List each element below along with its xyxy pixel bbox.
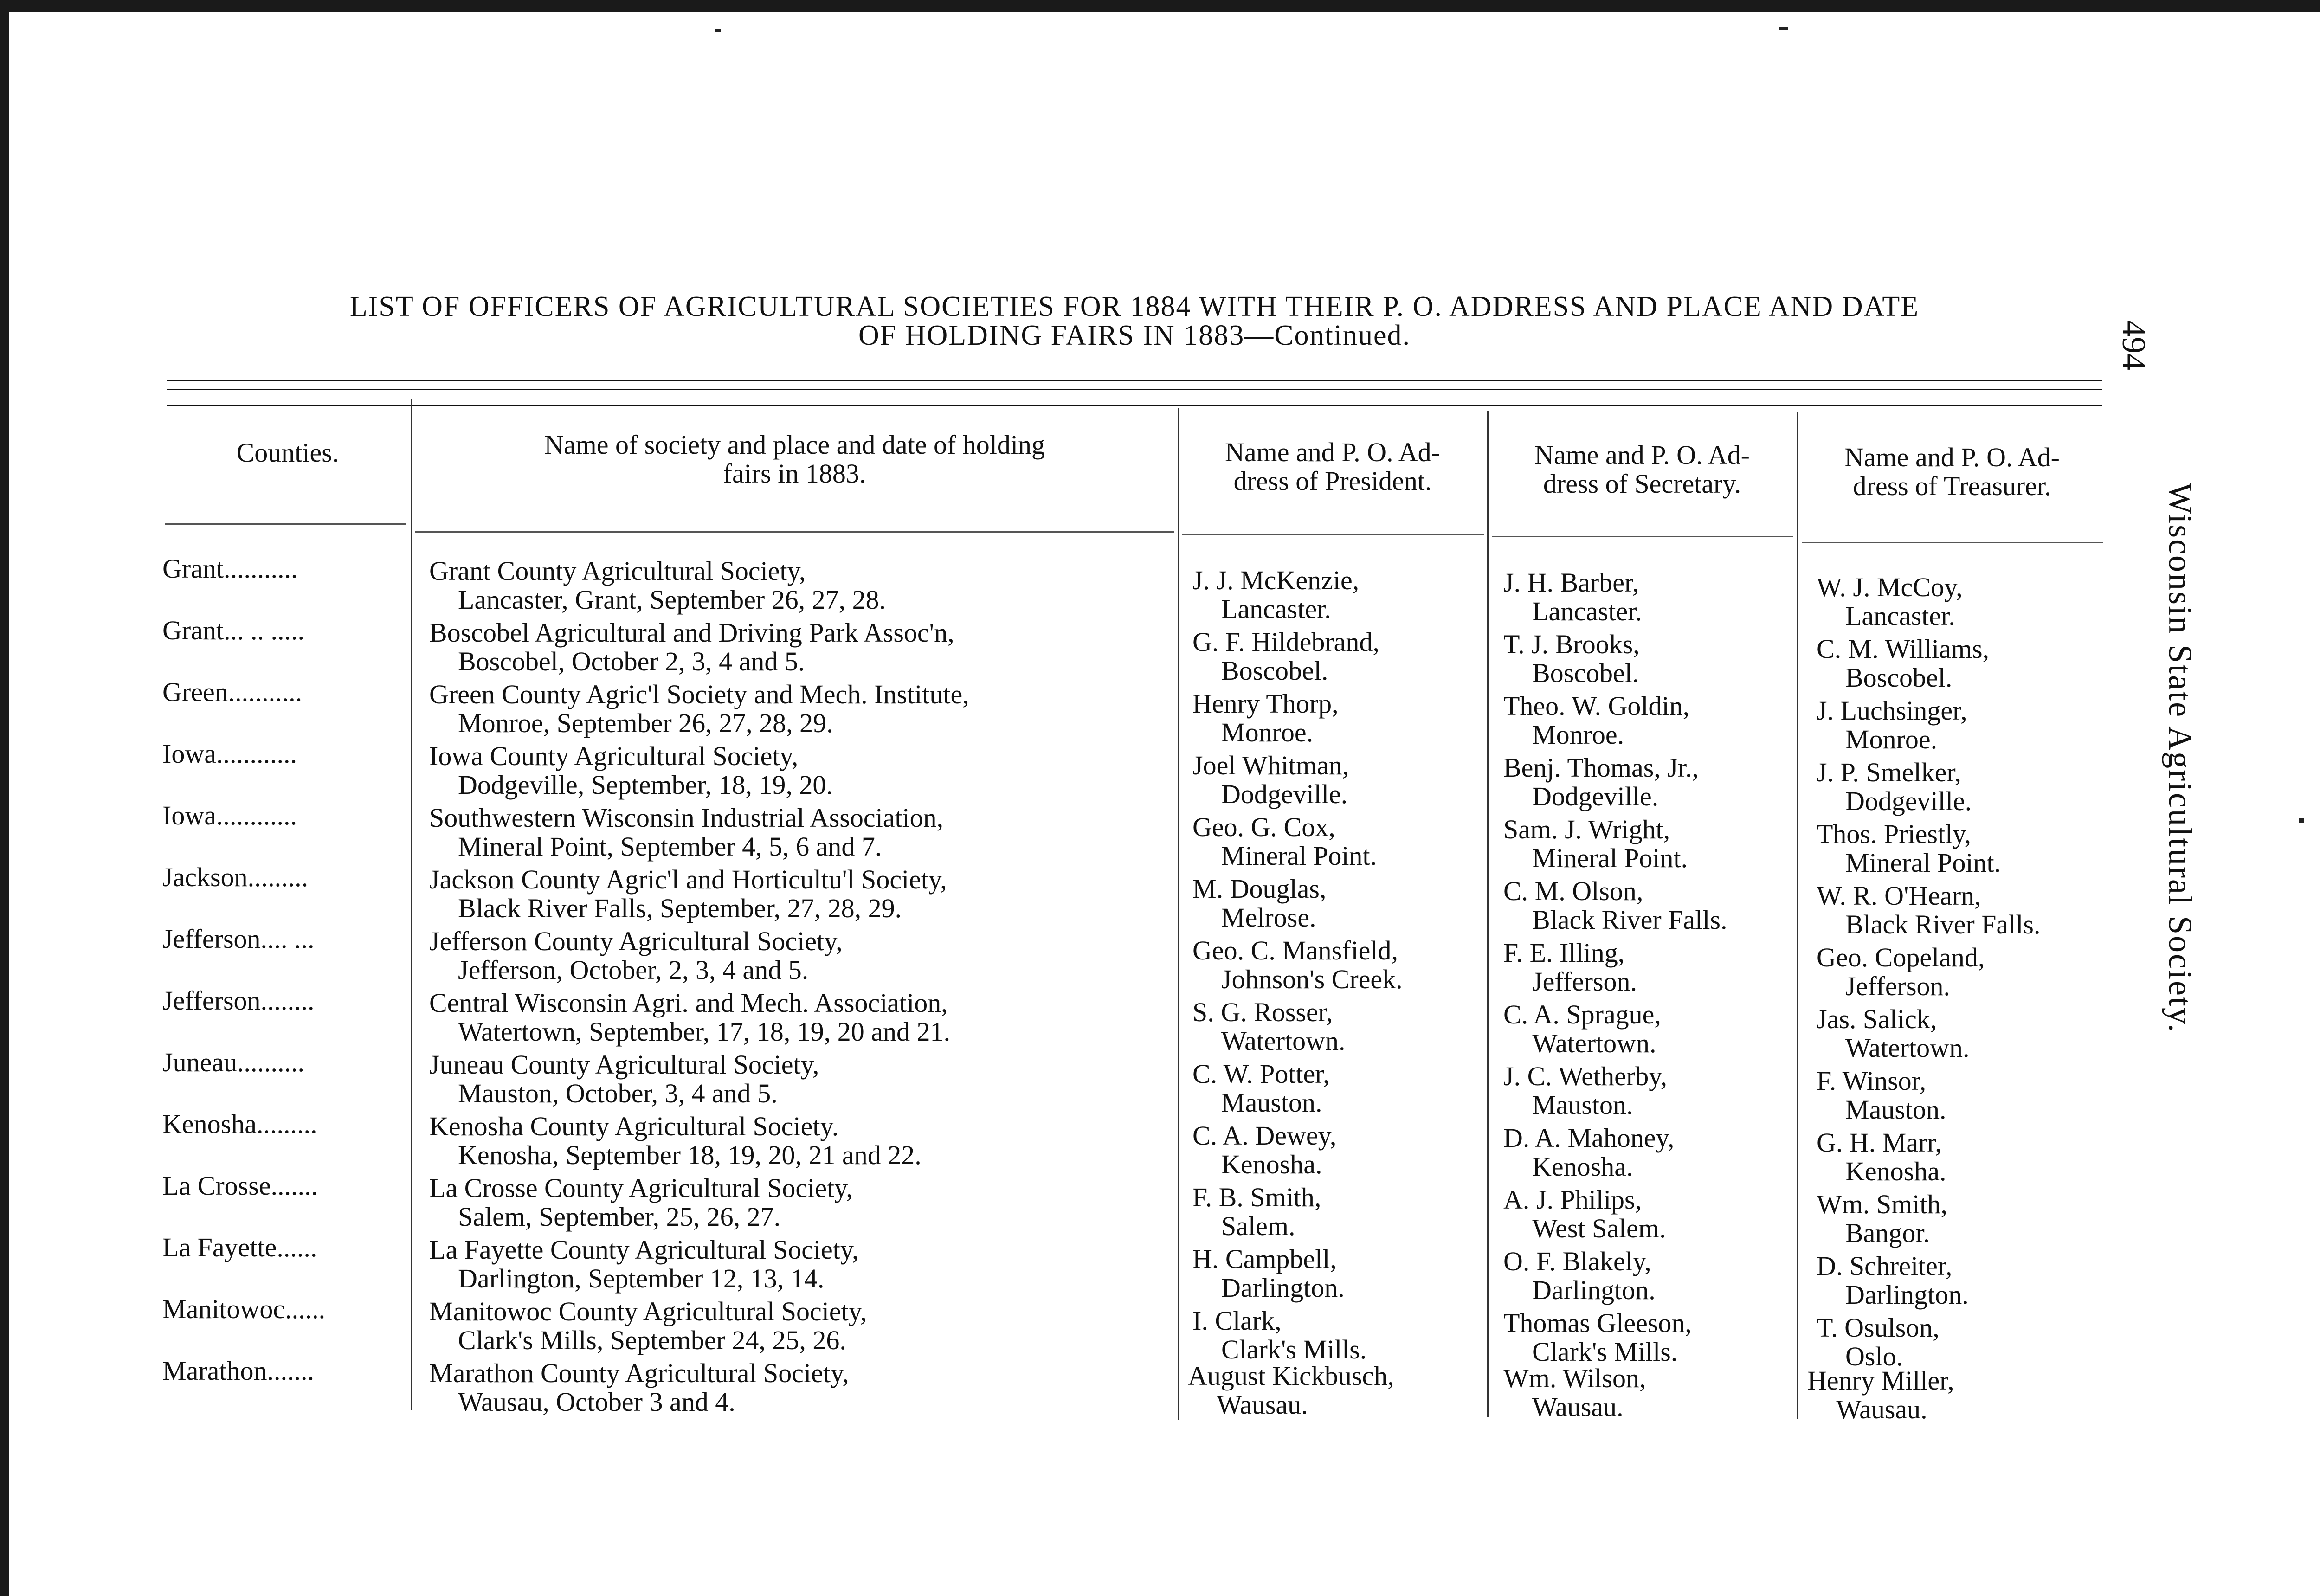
secretary-address: Kenosha. xyxy=(1532,1152,1633,1182)
president-name: F. B. Smith, xyxy=(1192,1182,1321,1212)
header-treasurer-line1: Name and P. O. Ad- xyxy=(1844,442,2060,472)
treasurer-name: F. Winsor, xyxy=(1817,1066,1927,1096)
society-place-date: Mineral Point, September 4, 5, 6 and 7. xyxy=(458,831,882,862)
president-address: Lancaster. xyxy=(1221,594,1331,624)
county-cell: La Crosse....... xyxy=(162,1171,318,1201)
society-cell xyxy=(429,557,886,614)
treasurer-address: Kenosha. xyxy=(1845,1156,1946,1186)
treasurer-address: Lancaster. xyxy=(1845,601,1955,631)
treasurer-cell xyxy=(1817,573,1963,631)
treasurer-name: Thos. Priestly, xyxy=(1817,819,1971,849)
president-address: Dodgeville. xyxy=(1221,779,1348,809)
treasurer-name: J. P. Smelker, xyxy=(1817,757,1961,787)
president-name: J. J. McKenzie, xyxy=(1192,565,1360,595)
secretary-cell xyxy=(1503,1062,1667,1120)
county-cell: Juneau.......... xyxy=(162,1047,305,1077)
society-name: Manitowoc County Agricultural Society, xyxy=(429,1296,867,1326)
president-name: I. Clark, xyxy=(1192,1306,1282,1336)
president-cell xyxy=(1192,1306,1366,1364)
secretary-cell xyxy=(1503,630,1640,688)
header-president xyxy=(1179,438,1486,496)
header-society-line2: fairs in 1883. xyxy=(723,458,866,489)
header-secretary-line2: dress of Secretary. xyxy=(1543,469,1741,499)
president-name: C. W. Potter, xyxy=(1192,1059,1330,1089)
secretary-address: Monroe. xyxy=(1532,720,1624,750)
county-cell: Manitowoc...... xyxy=(162,1294,326,1324)
treasurer-address: Monroe. xyxy=(1845,724,1938,754)
society-place-date: Jefferson, October, 2, 3, 4 and 5. xyxy=(458,955,809,985)
treasurer-cell xyxy=(1817,1313,1940,1371)
scan-border-left xyxy=(0,0,9,1596)
secretary-name: T. J. Brooks, xyxy=(1503,629,1640,659)
secretary-name: O. F. Blakely, xyxy=(1503,1246,1651,1276)
secretary-name: J. C. Wetherby, xyxy=(1503,1061,1667,1091)
treasurer-name: T. Osulson, xyxy=(1817,1313,1940,1343)
treasurer-address: Wausau. xyxy=(1836,1394,1927,1424)
president-cell xyxy=(1192,566,1359,624)
treasurer-name: D. Schreiter, xyxy=(1817,1251,1953,1281)
treasurer-cell xyxy=(1807,1366,1954,1424)
secretary-address: Boscobel. xyxy=(1532,658,1639,688)
president-cell xyxy=(1192,628,1379,685)
secretary-name: A. J. Philips, xyxy=(1503,1184,1642,1215)
president-address: Wausau. xyxy=(1217,1390,1308,1420)
president-name: Henry Thorp, xyxy=(1192,689,1339,719)
society-cell xyxy=(429,1297,867,1355)
treasurer-address: Mineral Point. xyxy=(1845,848,2001,878)
society-cell xyxy=(429,1359,849,1416)
society-name: Juneau County Agricultural Society, xyxy=(429,1049,819,1080)
president-name: Geo. C. Mansfield, xyxy=(1192,935,1398,965)
society-name: Jefferson County Agricultural Society, xyxy=(429,926,843,956)
secretary-address: Dodgeville. xyxy=(1532,781,1659,811)
secretary-cell xyxy=(1503,1309,1692,1366)
president-address: Darlington. xyxy=(1221,1273,1345,1303)
header-treasurer xyxy=(1799,443,2105,501)
president-cell xyxy=(1192,998,1346,1055)
header-society-line1: Name of society and place and date of holding xyxy=(544,430,1045,460)
treasurer-address: Black River Falls. xyxy=(1845,909,2041,940)
treasurer-cell xyxy=(1817,1252,1969,1309)
society-cell xyxy=(429,1050,819,1108)
column-divider xyxy=(1487,411,1489,1417)
secretary-address: Watertown. xyxy=(1532,1028,1656,1058)
society-cell xyxy=(429,680,969,738)
treasurer-address: Oslo. xyxy=(1845,1341,1903,1371)
scan-border-top xyxy=(0,0,2320,12)
secretary-address: Clark's Mills. xyxy=(1532,1337,1678,1367)
society-place-date: Mauston, October, 3, 4 and 5. xyxy=(458,1078,778,1108)
treasurer-name: Jas. Salick, xyxy=(1817,1004,1937,1034)
page-number: 494 xyxy=(2115,320,2152,370)
president-cell xyxy=(1192,1121,1336,1179)
secretary-cell xyxy=(1503,753,1699,811)
scan-speck xyxy=(2299,818,2304,823)
society-cell xyxy=(429,804,943,861)
president-address: Mauston. xyxy=(1221,1088,1322,1118)
secretary-name: Sam. J. Wright, xyxy=(1503,814,1670,844)
treasurer-address: Mauston. xyxy=(1845,1094,1946,1125)
secretary-address: Mauston. xyxy=(1532,1090,1633,1120)
county-cell: Iowa............ xyxy=(162,800,297,830)
treasurer-cell xyxy=(1817,758,1972,816)
county-cell: Jefferson........ xyxy=(162,985,315,1016)
header-treasurer-line2: dress of Treasurer. xyxy=(1853,471,2051,501)
county-cell: Jefferson.... ... xyxy=(162,924,315,954)
president-cell xyxy=(1192,689,1339,747)
society-cell xyxy=(429,1236,859,1293)
president-name: G. F. Hildebrand, xyxy=(1192,627,1379,657)
society-place-date: Salem, September, 25, 26, 27. xyxy=(458,1202,781,1232)
treasurer-name: W. J. McCoy, xyxy=(1817,572,1963,602)
treasurer-cell xyxy=(1817,696,1967,754)
society-name: Southwestern Wisconsin Industrial Association, xyxy=(429,803,944,833)
society-place-date: Lancaster, Grant, September 26, 27, 28. xyxy=(458,585,886,615)
president-cell xyxy=(1192,1245,1345,1302)
society-name: Grant County Agricultural Society, xyxy=(429,556,806,586)
president-name: August Kickbusch, xyxy=(1188,1361,1394,1391)
header-underline xyxy=(1182,534,1484,535)
secretary-address: Wausau. xyxy=(1532,1392,1624,1422)
president-cell xyxy=(1192,936,1403,994)
society-place-date: Kenosha, September 18, 19, 20, 21 and 22. xyxy=(458,1140,922,1170)
president-cell xyxy=(1192,875,1326,932)
secretary-address: Darlington. xyxy=(1532,1275,1656,1305)
president-cell xyxy=(1188,1362,1394,1419)
secretary-name: Wm. Wilson, xyxy=(1503,1363,1646,1393)
column-divider xyxy=(1797,412,1798,1419)
secretary-cell xyxy=(1503,815,1688,873)
president-name: H. Campbell, xyxy=(1192,1244,1337,1274)
society-cell xyxy=(429,1112,922,1170)
column-divider xyxy=(1178,408,1179,1420)
treasurer-address: Dodgeville. xyxy=(1845,786,1972,816)
secretary-address: Black River Falls. xyxy=(1532,905,1727,935)
secretary-cell xyxy=(1503,1124,1674,1181)
table-title xyxy=(153,292,2116,350)
header-counties xyxy=(167,438,408,467)
treasurer-name: Geo. Copeland, xyxy=(1817,942,1985,972)
president-cell xyxy=(1192,1060,1330,1117)
society-name: Central Wisconsin Agri. and Mech. Association, xyxy=(429,988,948,1018)
society-place-date: Darlington, September 12, 13, 14. xyxy=(458,1263,825,1294)
society-place-date: Dodgeville, September, 18, 19, 20. xyxy=(458,770,833,800)
secretary-name: D. A. Mahoney, xyxy=(1503,1123,1675,1153)
county-cell: Jackson......... xyxy=(162,862,309,892)
secretary-name: C. M. Olson, xyxy=(1503,876,1643,906)
header-secretary-line1: Name and P. O. Ad- xyxy=(1534,440,1750,470)
president-cell xyxy=(1192,1183,1321,1241)
county-cell: Iowa............ xyxy=(162,739,297,769)
secretary-cell xyxy=(1503,692,1689,749)
column-divider xyxy=(411,399,412,1410)
president-address: Clark's Mills. xyxy=(1221,1334,1367,1364)
title-rule-bottom xyxy=(167,389,2102,390)
treasurer-address: Boscobel. xyxy=(1845,663,1953,693)
society-name: Jackson County Agric'l and Horticultu'l Society, xyxy=(429,864,947,895)
header-society xyxy=(413,431,1176,488)
treasurer-cell xyxy=(1817,635,1989,692)
county-cell: Kenosha......... xyxy=(162,1109,317,1139)
secretary-cell xyxy=(1503,1364,1646,1422)
president-address: Johnson's Creek. xyxy=(1221,964,1403,994)
society-name: Boscobel Agricultural and Driving Park Assoc'n, xyxy=(429,618,954,648)
president-name: C. A. Dewey, xyxy=(1192,1120,1337,1151)
secretary-cell xyxy=(1503,568,1642,626)
society-place-date: Clark's Mills, September 24, 25, 26. xyxy=(458,1325,846,1355)
society-place-date: Watertown, September, 17, 18, 19, 20 and 21. xyxy=(458,1017,950,1047)
header-rule xyxy=(167,405,2102,406)
header-underline xyxy=(1802,542,2103,543)
county-cell: Marathon....... xyxy=(162,1356,314,1386)
president-address: Monroe. xyxy=(1221,717,1314,747)
president-name: S. G. Rosser, xyxy=(1192,997,1333,1027)
secretary-cell xyxy=(1503,1185,1666,1243)
treasurer-name: J. Luchsinger, xyxy=(1817,695,1967,726)
table-title-line2: OF HOLDING FAIRS IN 1883—Continued. xyxy=(858,320,1411,351)
society-place-date: Monroe, September 26, 27, 28, 29. xyxy=(458,708,833,738)
header-secretary xyxy=(1489,441,1795,498)
society-name: Green County Agric'l Society and Mech. Institute, xyxy=(429,679,969,709)
president-address: Watertown. xyxy=(1221,1026,1346,1056)
treasurer-name: W. R. O'Hearn, xyxy=(1817,881,1981,911)
county-cell: La Fayette...... xyxy=(162,1232,317,1262)
secretary-cell xyxy=(1503,1000,1661,1058)
society-cell xyxy=(429,927,843,985)
table-title-line1: LIST OF OFFICERS OF AGRICULTURAL SOCIETIES FOR 1884 WITH THEIR P. O. ADDRESS AND PLACE AND DATE xyxy=(349,291,1920,322)
president-cell xyxy=(1192,813,1377,870)
treasurer-name: Wm. Smith, xyxy=(1817,1189,1947,1219)
secretary-cell xyxy=(1503,877,1727,934)
society-name: Kenosha County Agricultural Society. xyxy=(429,1111,839,1141)
header-counties-label: Counties. xyxy=(236,438,339,468)
county-cell: Green........... xyxy=(162,677,303,707)
treasurer-address: Jefferson. xyxy=(1845,971,1951,1001)
secretary-address: Mineral Point. xyxy=(1532,843,1688,873)
president-address: Melrose. xyxy=(1221,902,1316,933)
president-address: Boscobel. xyxy=(1221,656,1328,686)
treasurer-cell xyxy=(1817,1128,1946,1186)
secretary-name: C. A. Sprague, xyxy=(1503,999,1661,1030)
header-underline xyxy=(1492,536,1793,537)
treasurer-address: Watertown. xyxy=(1845,1033,1970,1063)
treasurer-cell xyxy=(1817,820,2001,877)
secretary-name: Benj. Thomas, Jr., xyxy=(1503,753,1699,783)
title-rule-top xyxy=(167,380,2102,381)
president-address: Kenosha. xyxy=(1221,1149,1322,1179)
society-name: La Fayette County Agricultural Society, xyxy=(429,1235,859,1265)
secretary-name: F. E. Illing, xyxy=(1503,938,1625,968)
header-president-line2: dress of President. xyxy=(1233,466,1432,496)
treasurer-name: Henry Miller, xyxy=(1807,1365,1954,1396)
treasurer-name: G. H. Marr, xyxy=(1817,1127,1942,1158)
treasurer-cell xyxy=(1817,943,1985,1001)
treasurer-address: Darlington. xyxy=(1845,1280,1969,1310)
society-place-date: Boscobel, October 2, 3, 4 and 5. xyxy=(458,646,805,676)
secretary-address: Lancaster. xyxy=(1532,596,1642,626)
society-name: Marathon County Agricultural Society, xyxy=(429,1358,849,1388)
society-cell xyxy=(429,1174,853,1231)
header-president-line1: Name and P. O. Ad- xyxy=(1225,437,1440,467)
president-address: Mineral Point. xyxy=(1221,841,1377,871)
treasurer-name: C. M. Williams, xyxy=(1817,634,1990,664)
society-place-date: Black River Falls, September, 27, 28, 29. xyxy=(458,893,902,923)
society-place-date: Wausau, October 3 and 4. xyxy=(458,1387,735,1417)
secretary-name: J. H. Barber, xyxy=(1503,567,1639,598)
treasurer-cell xyxy=(1817,882,2040,939)
county-cell: Grant... .. ..... xyxy=(162,615,305,645)
president-name: M. Douglas, xyxy=(1192,874,1327,904)
scan-speck xyxy=(1779,27,1788,30)
secretary-name: Theo. W. Goldin, xyxy=(1503,691,1690,721)
treasurer-cell xyxy=(1817,1067,1946,1124)
treasurer-cell xyxy=(1817,1190,1947,1248)
president-name: Joel Whitman, xyxy=(1192,750,1349,780)
president-name: Geo. G. Cox, xyxy=(1192,812,1335,842)
society-cell xyxy=(429,865,947,923)
president-address: Salem. xyxy=(1221,1211,1295,1241)
secretary-name: Thomas Gleeson, xyxy=(1503,1308,1692,1338)
header-underline xyxy=(415,531,1174,533)
header-underline xyxy=(165,523,406,525)
treasurer-cell xyxy=(1817,1005,1970,1062)
county-cell: Grant........... xyxy=(162,553,298,584)
society-name: La Crosse County Agricultural Society, xyxy=(429,1173,853,1203)
secretary-cell xyxy=(1503,939,1637,996)
secretary-address: Jefferson. xyxy=(1532,966,1637,997)
society-cell xyxy=(429,989,950,1046)
president-cell xyxy=(1192,751,1349,809)
running-head: Wisconsin State Agricultural Society. xyxy=(2162,483,2199,1034)
secretary-cell xyxy=(1503,1247,1656,1305)
scan-speck xyxy=(715,29,721,32)
treasurer-address: Bangor. xyxy=(1845,1218,1930,1248)
society-name: Iowa County Agricultural Society, xyxy=(429,741,799,771)
secretary-address: West Salem. xyxy=(1532,1213,1666,1243)
society-cell xyxy=(429,742,833,799)
society-cell xyxy=(429,618,954,676)
